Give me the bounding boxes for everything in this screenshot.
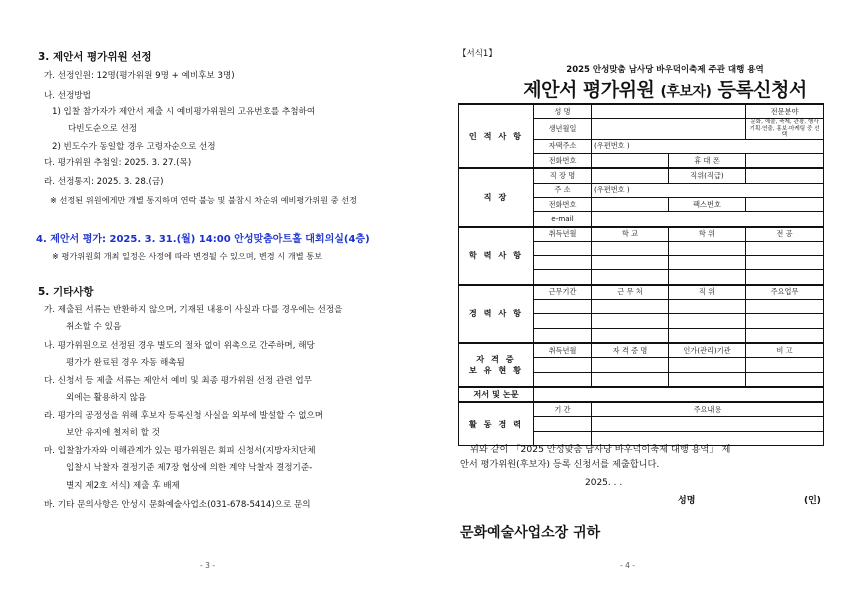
home-address-label: 자택주소 bbox=[534, 139, 592, 153]
license-header-note: 비 고 bbox=[746, 343, 824, 358]
seal-label: (인) bbox=[804, 496, 821, 506]
license-cell[interactable] bbox=[534, 358, 592, 372]
form-title-end: 등록신청서 bbox=[711, 79, 807, 101]
item-5-e-cont2: 별지 제2호 서식) 제출 후 배제 bbox=[66, 481, 180, 491]
item-3-c: 다. 평가위원 추첨일: 2025. 3. 27.(목) bbox=[44, 158, 192, 168]
item-5-f: 바. 기타 문의사항은 안성시 문화예술사업소(031-678-5414)으로 문의 bbox=[44, 500, 311, 510]
edu-cell[interactable] bbox=[669, 241, 746, 255]
edu-header-major: 전 공 bbox=[746, 227, 824, 242]
name-label: 성 명 bbox=[534, 104, 592, 119]
license-cell[interactable] bbox=[592, 372, 669, 387]
item-5-b: 나. 평가위원으로 선정된 경우 별도의 절차 없이 위촉으로 간주하며, 해당 bbox=[44, 341, 315, 351]
career-cell[interactable] bbox=[669, 300, 746, 314]
edu-cell[interactable] bbox=[746, 256, 824, 270]
section-4-title: 4. 제안서 평가: 2025. 3. 31.(월) 14:00 안성맞춤아트홀 대회의실(4층) bbox=[36, 234, 370, 245]
email-label: e-mail bbox=[534, 212, 592, 227]
career-cell[interactable] bbox=[669, 314, 746, 328]
license-section-label-a: 자 격 증 bbox=[476, 353, 516, 364]
career-cell[interactable] bbox=[592, 300, 669, 314]
item-5-a-cont: 취소할 수 있음 bbox=[66, 322, 122, 332]
signature-label: 성명 bbox=[678, 496, 696, 506]
career-cell[interactable] bbox=[592, 328, 669, 343]
item-3-b-1: 1) 입찰 참가자가 제안서 제출 시 예비평가위원의 고유번호를 추첨하여 bbox=[52, 107, 316, 117]
work-section-label: 직 장 bbox=[459, 168, 534, 226]
edu-cell[interactable] bbox=[669, 270, 746, 285]
work-phone-field[interactable] bbox=[592, 197, 669, 211]
edu-cell[interactable] bbox=[669, 256, 746, 270]
form-title-candidate: (후보자) bbox=[660, 84, 712, 100]
closing-text bbox=[460, 442, 822, 472]
phone-label: 전화번호 bbox=[534, 154, 592, 169]
home-address-field[interactable]: (우편번호 ) bbox=[592, 139, 824, 153]
work-address-label: 주 소 bbox=[534, 183, 592, 197]
application-date: 2025. . . bbox=[585, 478, 623, 488]
papers-section-label: 저서 및 논문 bbox=[459, 387, 534, 402]
license-cell[interactable] bbox=[669, 372, 746, 387]
license-cell[interactable] bbox=[746, 372, 824, 387]
edu-header-date: 취득년월 bbox=[534, 227, 592, 242]
career-header-duties: 주요업무 bbox=[746, 285, 824, 300]
fax-field[interactable] bbox=[746, 197, 824, 211]
career-header-position: 직 위 bbox=[669, 285, 746, 300]
addressee: 문화예술사업소장 귀하 bbox=[460, 525, 601, 541]
career-cell[interactable] bbox=[592, 314, 669, 328]
edu-cell[interactable] bbox=[534, 256, 592, 270]
registration-form-table bbox=[458, 103, 824, 446]
career-cell[interactable] bbox=[746, 300, 824, 314]
license-section-label bbox=[459, 343, 534, 387]
name-field[interactable] bbox=[592, 104, 746, 119]
birth-field[interactable] bbox=[592, 119, 746, 140]
item-5-a: 가. 제출된 서류는 반환하지 않으며, 기재된 내용이 사실과 다를 경우에는 선정을 bbox=[44, 305, 343, 315]
item-5-e: 마. 입찰참가자와 이해관계가 있는 평가위원은 회피 신청서(지방자치단체 bbox=[44, 446, 316, 456]
item-5-b-cont: 평가가 완료된 경우 자동 해촉됨 bbox=[66, 358, 185, 368]
email-field[interactable] bbox=[592, 212, 824, 227]
birth-label: 생년월일 bbox=[534, 119, 592, 140]
education-section-label: 학 력 사 항 bbox=[459, 227, 534, 285]
license-section-label-b: 보 유 현 황 bbox=[468, 364, 524, 375]
mobile-label: 휴 대 폰 bbox=[669, 154, 746, 169]
edu-cell[interactable] bbox=[592, 270, 669, 285]
page-number-right: - 4 - bbox=[620, 561, 635, 570]
section-5-title: 5. 기타사항 bbox=[38, 286, 94, 298]
field-desc: 문화, 예술, 축제, 관광, 행사기획·연출, 홍보·마케팅 중 선택 bbox=[746, 119, 824, 140]
section-4-note: ※ 평가위원회 개최 일정은 사정에 따라 변경될 수 있으며, 변경 시 개별 통보 bbox=[52, 251, 323, 261]
activity-cell[interactable] bbox=[592, 417, 824, 431]
papers-field[interactable] bbox=[534, 387, 824, 402]
work-address-field[interactable]: (우편번호 ) bbox=[592, 183, 824, 197]
career-cell[interactable] bbox=[534, 314, 592, 328]
item-3-b-1-cont: 다빈도순으로 선정 bbox=[68, 124, 138, 134]
activity-header-content: 주요내용 bbox=[592, 402, 824, 417]
item-5-d-cont: 보안 유지에 철저히 할 것 bbox=[66, 428, 160, 438]
item-3-a: 가. 선정인원: 12명(평가위원 9명 + 예비후보 3명) bbox=[44, 71, 235, 81]
closing-line-1: 위와 같이 「2025 안성맞춤 남사당 바우덕이축제 대행 용역」 제 bbox=[470, 444, 731, 455]
career-cell[interactable] bbox=[669, 328, 746, 343]
position-field[interactable] bbox=[746, 168, 824, 183]
item-3-d: 라. 선정통지: 2025. 3. 28.(금) bbox=[44, 177, 164, 187]
license-header-date: 취득년월 bbox=[534, 343, 592, 358]
item-5-c: 다. 신청서 등 제출 서류는 제안서 예비 및 최종 평가위원 선정 관련 업무 bbox=[44, 376, 312, 386]
activity-header-period: 기 간 bbox=[534, 402, 592, 417]
field-label: 전문분야 bbox=[746, 104, 824, 119]
license-cell[interactable] bbox=[669, 358, 746, 372]
personal-section-label: 인 적 사 항 bbox=[459, 104, 534, 168]
item-3-b-2: 2) 빈도수가 동일할 경우 고령자순으로 선정 bbox=[52, 142, 216, 152]
work-phone-label: 전화번호 bbox=[534, 197, 592, 211]
phone-field[interactable] bbox=[592, 154, 669, 169]
page-number-left: - 3 - bbox=[200, 561, 215, 570]
closing-line-2: 안서 평가위원(후보자) 등록 신청서를 제출합니다. bbox=[460, 459, 660, 470]
license-cell[interactable] bbox=[534, 372, 592, 387]
company-label: 직 장 명 bbox=[534, 168, 592, 183]
edu-cell[interactable] bbox=[592, 241, 669, 255]
activity-cell[interactable] bbox=[534, 417, 592, 431]
career-header-period: 근무기간 bbox=[534, 285, 592, 300]
right-page bbox=[420, 0, 841, 595]
edu-header-school: 학 교 bbox=[592, 227, 669, 242]
edu-header-degree: 학 위 bbox=[669, 227, 746, 242]
form-subtitle: 2025 안성맞춤 남사당 바우덕이축제 주관 대행 용역 bbox=[566, 65, 764, 75]
activity-section-label: 활 동 경 력 bbox=[459, 402, 534, 445]
career-cell[interactable] bbox=[534, 300, 592, 314]
position-label: 직위(직급) bbox=[669, 168, 746, 183]
item-3-b: 나. 선정방법 bbox=[44, 91, 91, 101]
section-3-title: 3. 제안서 평가위원 선정 bbox=[38, 51, 152, 63]
edu-cell[interactable] bbox=[746, 270, 824, 285]
career-cell[interactable] bbox=[534, 328, 592, 343]
fax-label: 팩스번호 bbox=[669, 197, 746, 211]
license-header-issuer: 인가(관리)기관 bbox=[669, 343, 746, 358]
company-field[interactable] bbox=[592, 168, 669, 183]
career-header-employer: 근 무 처 bbox=[592, 285, 669, 300]
item-5-e-cont1: 입찰시 낙찰자 결정기준 제7장 협상에 의한 계약 낙찰자 결정기준- bbox=[66, 463, 313, 473]
license-cell[interactable] bbox=[592, 358, 669, 372]
license-cell[interactable] bbox=[746, 358, 824, 372]
item-5-d: 라. 평가의 공정성을 위해 후보자 등록신청 사실을 외부에 발설할 수 없으며 bbox=[44, 411, 324, 421]
form-title-main: 제안서 평가위원 bbox=[523, 79, 661, 101]
edu-cell[interactable] bbox=[534, 241, 592, 255]
edu-cell[interactable] bbox=[534, 270, 592, 285]
left-page bbox=[0, 0, 420, 595]
license-header-name: 자 격 증 명 bbox=[592, 343, 669, 358]
item-3-note: ※ 선정된 위원에게만 개별 통지하며 연락 불능 및 불참시 차순위 예비평가위원 중 선정 bbox=[50, 195, 358, 205]
career-section-label: 경 력 사 항 bbox=[459, 285, 534, 343]
edu-cell[interactable] bbox=[746, 241, 824, 255]
mobile-field[interactable] bbox=[746, 154, 824, 169]
form-label: 【서식1】 bbox=[458, 49, 497, 59]
edu-cell[interactable] bbox=[592, 256, 669, 270]
career-cell[interactable] bbox=[746, 328, 824, 343]
form-title bbox=[480, 75, 841, 102]
item-5-c-cont: 외에는 활용하지 않음 bbox=[66, 393, 147, 403]
career-cell[interactable] bbox=[746, 314, 824, 328]
